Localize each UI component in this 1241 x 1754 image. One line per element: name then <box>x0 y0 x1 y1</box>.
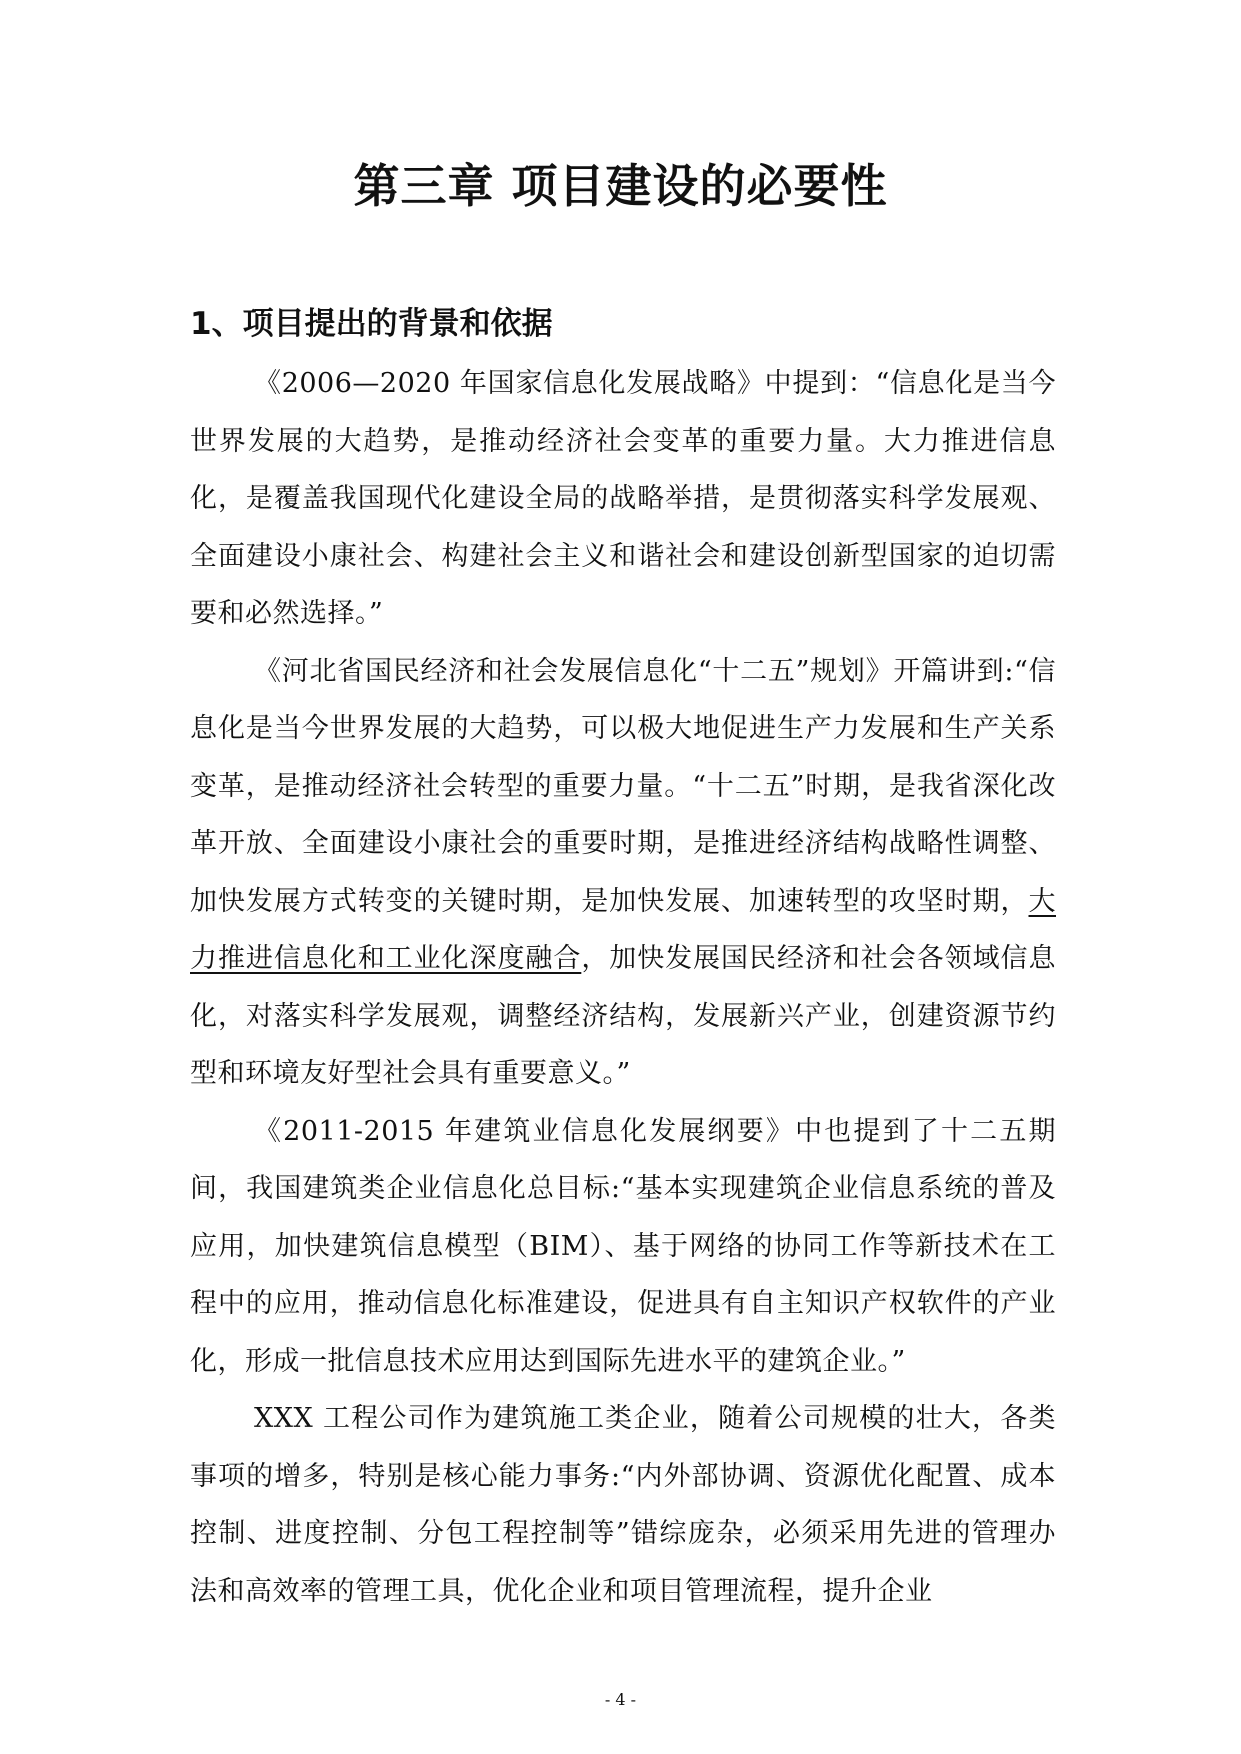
paragraph-2-after: ，加快发展国民经济和社会各领域信息化，对落实科学发展观，调整经济结构，发展新兴产业，创建资源节约型和环境友好型社会具有重要意义。” <box>190 943 1057 1089</box>
paragraph-2-before: 《河北省国民经济和社会发展信息化“十二五”规划》开篇讲到:“信息化是当今世界发展的大趋势，可以极大地促进生产力发展和生产关系变革，是推动经济社会转型的重要力量。“十二五”时期，是我省深化改革开放、全面建设小康社会的重要时期，是推进经济结构战略性调整、加快发展方式转变的关键时期，是加快发展、加速转型的攻坚时期， <box>190 655 1056 917</box>
underlined-phrase: 大力推进信息化和工业化深度融合 <box>190 885 1056 974</box>
page-number: - 4 - <box>604 1690 637 1709</box>
section-heading: 1、项目提出的背景和依据 <box>190 306 553 342</box>
chapter-title: 第三章 项目建设的必要性 <box>353 159 888 213</box>
paragraph-1: 《2006—2020 年国家信息化发展战略》中提到：“信息化是当今世界发展的大趋势，是推动经济社会变革的重要力量。大力推进信息化，是覆盖我国现代化建设全局的战略举措，是贯彻落实科学发展观、全面建设小康社会、构建社会主义和谐社会和建设创新型国家的迫切需要和必然选择。” <box>190 368 1056 629</box>
paragraph-3: 《2011-2015 年建筑业信息化发展纲要》中也提到了十二五期间，我国建筑类企业信息化总目标:“基本实现建筑企业信息系统的普及应用，加快建筑信息模型（BIM）、基于网络的协同工作等新技术在工程中的应用，推动信息化标准建设，促进具有自主知识产权软件的产业化，形成一批信息技术应用达到国际先进水平的建筑企业。” <box>190 1115 1056 1377</box>
body-text <box>190 355 1056 1620</box>
paragraph-4: XXX 工程公司作为建筑施工类企业，随着公司规模的壮大，各类事项的增多，特别是核心能力事务:“内外部协调、资源优化配置、成本控制、进度控制、分包工程控制等”错综庞杂，必须采用先进的管理办法和高效率的管理工具，优化企业和项目管理流程，提升企业 <box>190 1403 1056 1607</box>
paragraph-2 <box>190 643 1056 1103</box>
